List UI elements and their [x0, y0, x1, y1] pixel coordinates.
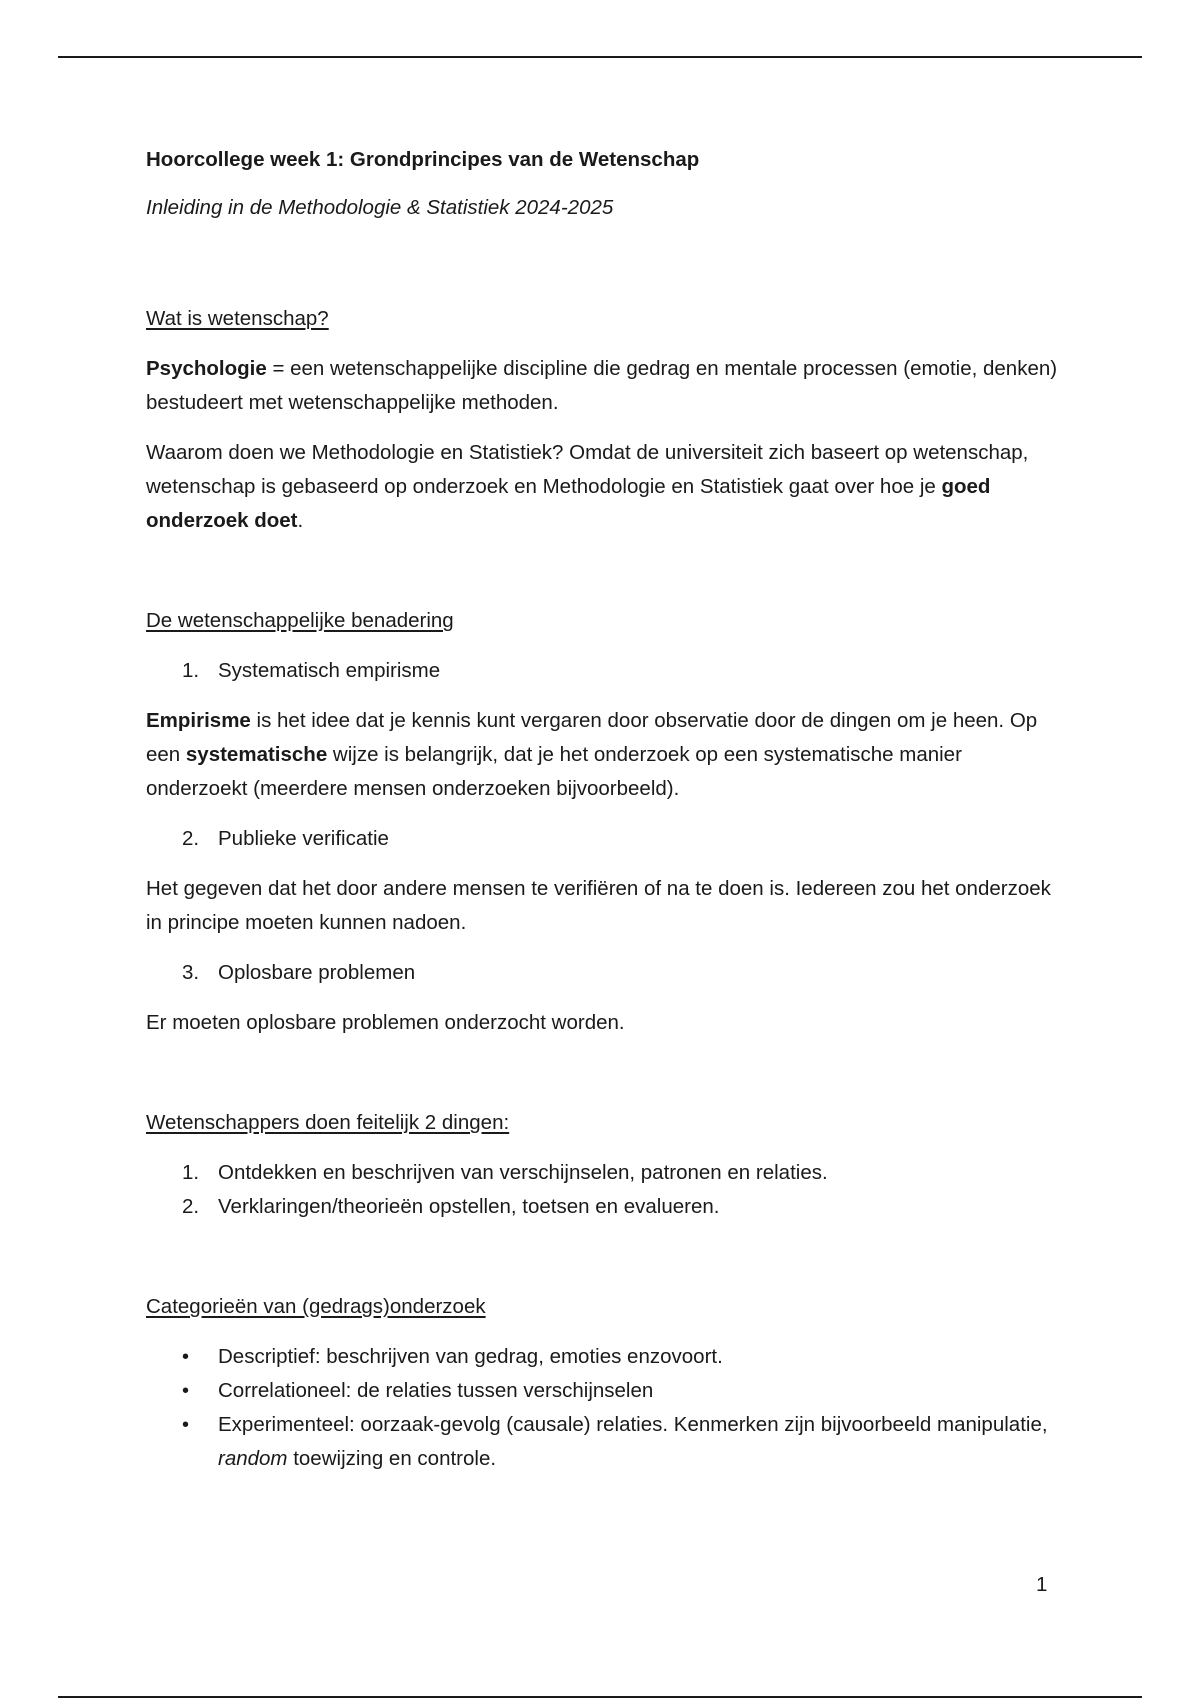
section-heading-categorieen: Categorieën van (gedrags)onderzoek — [146, 1295, 486, 1318]
term-goed-onderzoek: goed onderzoek doet — [146, 475, 991, 532]
document-title: Hoorcollege week 1: Grondprincipes van de Wetenschap — [146, 148, 700, 171]
section-heading-wetenschappelijke-benadering: De wetenschappelijke benadering — [146, 609, 454, 632]
list-item-label: Publieke verificatie — [218, 827, 389, 850]
paragraph-text: wijze is belangrijk, dat je het onderzoek op een systematische manier onderzoekt (meerdere mensen onderzoeken bijvoorbeeld). — [146, 743, 962, 800]
list-number: 2. — [182, 1195, 200, 1218]
document-body — [146, 140, 1066, 1476]
numbered-item-ontdekken — [146, 1156, 1066, 1190]
paragraph-text: . — [297, 509, 304, 532]
paragraph-publieke-verificatie: Het gegeven dat het door andere mensen te verifiëren of na te doen is. Iedereen zou het onderzoek in principe moeten kunnen nadoen. — [146, 877, 1051, 934]
paragraph-waarom — [146, 436, 1066, 538]
bullet-item-experimenteel — [146, 1408, 1066, 1476]
bullet-icon: • — [182, 1346, 190, 1368]
term-empirisme: Empirisme — [146, 709, 251, 732]
paragraph-oplosbare-problemen: Er moeten oplosbare problemen onderzocht worden. — [146, 1011, 625, 1034]
list-item-text: Ontdekken en beschrijven van verschijnselen, patronen en relaties. — [218, 1161, 828, 1184]
bullet-icon: • — [182, 1380, 190, 1402]
numbered-item-verklaringen — [146, 1190, 1066, 1224]
paragraph-text: Experimenteel: oorzaak-gevolg (causale) relaties. Kenmerken zijn bijvoorbeeld manipulatie, — [218, 1413, 1048, 1436]
paragraph-text: toewijzing en controle. — [287, 1447, 497, 1470]
term-systematische: systematische — [185, 743, 328, 766]
list-item-text — [218, 1413, 1048, 1470]
paragraph-empirisme — [146, 704, 1066, 806]
list-number: 1. — [182, 659, 200, 682]
list-number: 2. — [182, 827, 200, 850]
list-number: 1. — [182, 1161, 200, 1184]
list-item-text: Verklaringen/theorieën opstellen, toetsen en evalueren. — [218, 1195, 720, 1218]
document-subtitle: Inleiding in de Methodologie & Statistiek 2024-2025 — [146, 196, 614, 219]
paragraph-text: = een wetenschappelijke discipline die gedrag en mentale processen (emotie, denken) bestudeert met wetenschappelijke methoden. — [146, 357, 1058, 414]
bullet-item-correlationeel — [146, 1374, 1066, 1408]
list-number: 3. — [182, 961, 200, 984]
paragraph-text: is het idee dat je kennis kunt vergaren door observatie door de dingen om je heen. Op een — [146, 709, 1038, 766]
numbered-item-publieke-verificatie — [146, 822, 1066, 856]
section-heading-wat-is-wetenschap: Wat is wetenschap? — [146, 307, 329, 330]
list-item-label: Systematisch empirisme — [218, 659, 441, 682]
list-item-text: Descriptief: beschrijven van gedrag, emoties enzovoort. — [218, 1345, 723, 1368]
bullet-item-descriptief — [146, 1340, 1066, 1374]
bottom-page-rule — [58, 1696, 1142, 1698]
bullet-icon: • — [182, 1414, 190, 1436]
numbered-item-oplosbare-problemen — [146, 956, 1066, 990]
top-page-rule — [58, 56, 1142, 58]
list-item-label: Oplosbare problemen — [218, 961, 416, 984]
numbered-item-systematisch-empirisme — [146, 654, 1066, 688]
section-heading-wetenschappers-doen: Wetenschappers doen feitelijk 2 dingen: — [146, 1111, 510, 1134]
term-psychologie: Psychologie — [146, 357, 267, 380]
paragraph-text: Waarom doen we Methodologie en Statistiek? Omdat de universiteit zich baseert op wetenschap, wetenschap is gebaseerd op onderzoek en Methodologie en Statistiek gaat over hoe je — [146, 441, 1029, 498]
term-random: random — [218, 1447, 288, 1470]
list-item-text: Correlationeel: de relaties tussen verschijnselen — [218, 1379, 654, 1402]
paragraph-psychologie — [146, 352, 1066, 420]
page-number: 1 — [1036, 1573, 1048, 1596]
